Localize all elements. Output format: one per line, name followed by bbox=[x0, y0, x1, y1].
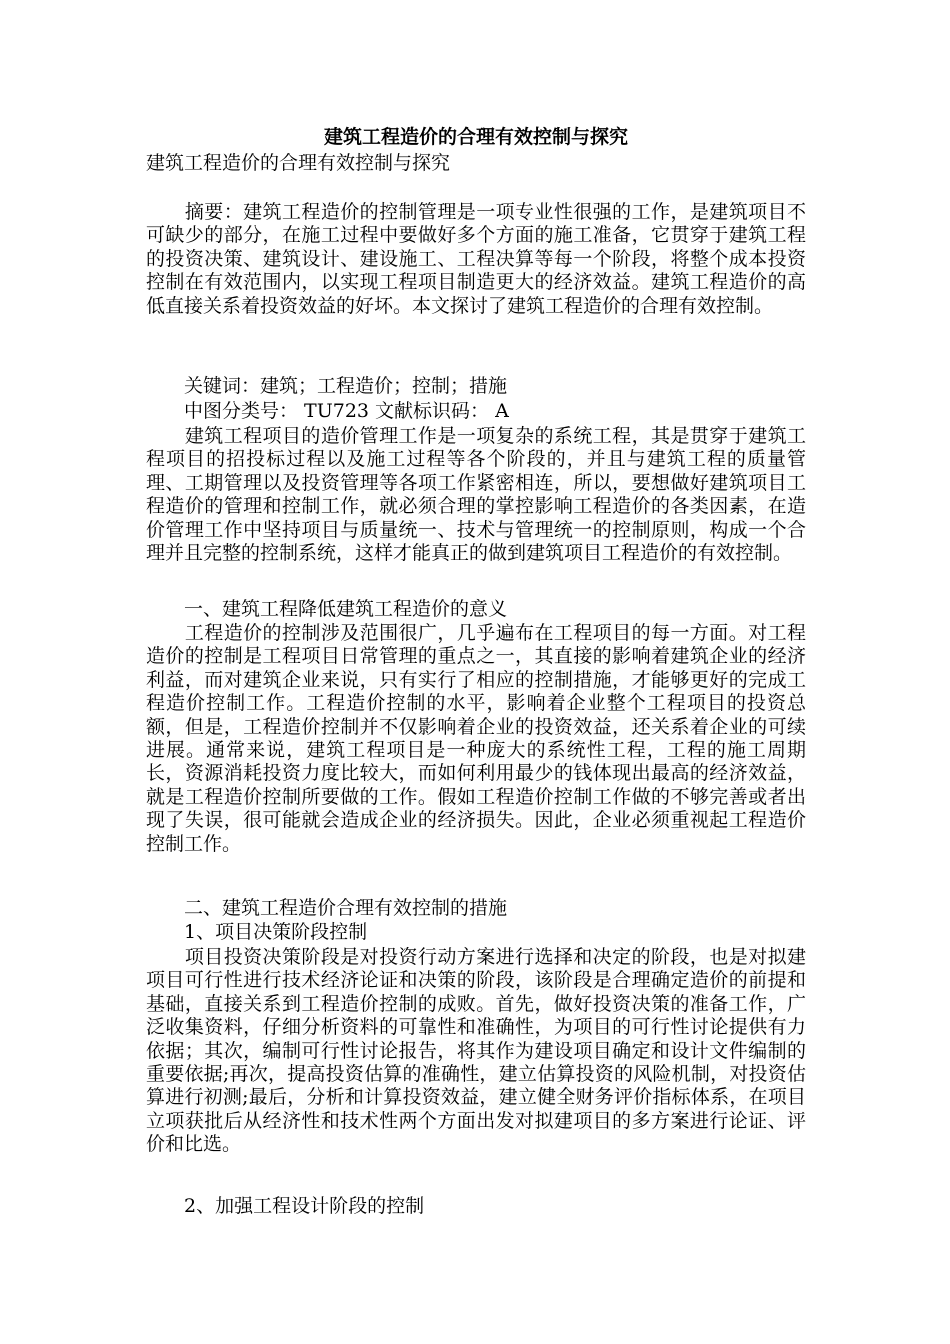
subsection-heading-2-2: 2、加强工程设计阶段的控制 bbox=[146, 1195, 425, 1217]
intro-paragraph: 建筑工程项目的造价管理工作是一项复杂的系统工程，其是贯穿于建筑工程项目的招投标过程以及施工过程等各个阶段的，并且与建筑工程的质量管理、工期管理以及投资管理等各项工作紧密相连，所以，要想做好建筑项目工程造价的管理和控制工作，就必须合理的掌控影响工程造价的各类因素，在造价管理工作中坚持项目与质量统一、技术与管理统一的控制原则，构成一个合理并且完整的控制系统，这样才能真正的做到建筑项目工程造价的有效控制。 bbox=[146, 425, 806, 565]
classification-line: 中图分类号： TU723 文献标识码： A bbox=[146, 400, 509, 422]
document-subtitle: 建筑工程造价的合理有效控制与探究 bbox=[146, 152, 451, 174]
document-title: 建筑工程造价的合理有效控制与探究 bbox=[323, 126, 628, 148]
abstract-paragraph: 摘要：建筑工程造价的控制管理是一项专业性很强的工作，是建筑项目不可缺少的部分，在施工过程中要做好多个方面的施工准备，它贯穿于建筑工程的投资决策、建筑设计、建设施工、工程决算等每一个阶段，将整个成本投资控制在有效范围内，以实现工程项目制造更大的经济效益。建筑工程造价的高低直接关系着投资效益的好坏。本文探讨了建筑工程造价的合理有效控制。 bbox=[146, 201, 806, 317]
subsection-2-1-paragraph: 项目投资决策阶段是对投资行动方案进行选择和决定的阶段，也是对拟建项目可行性进行技术经济论证和决策的阶段，该阶段是合理确定造价的前提和基础，直接关系到工程造价控制的成败。首先，做好投资决策的准备工作，广泛收集资料，仔细分析资料的可靠性和准确性，为项目的可行性讨论提供有力依据；其次，编制可行性讨论报告，将其作为建设项目确定和设计文件编制的重要依据;再次，提高投资估算的准确性，建立估算投资的风险机制，对投资估算进行初测;最后，分析和计算投资效益，建立健全财务评价指标体系，在项目立项获批后从经济性和技术性两个方面出发对拟建项目的多方案进行论证、评价和比选。 bbox=[146, 946, 806, 1156]
section-heading-2: 二、建筑工程造价合理有效控制的措施 bbox=[146, 897, 508, 919]
section-1-paragraph: 工程造价的控制涉及范围很广，几乎遍布在工程项目的每一方面。对工程造价的控制是工程项目日常管理的重点之一，其直接的影响着建筑企业的经济利益，而对建筑企业来说，只有实行了相应的控制措施，才能够更好的完成工程造价控制工作。工程造价控制的水平，影响着企业整个工程项目的投资总额，但是，工程造价控制并不仅影响着企业的投资效益，还关系着企业的可续进展。通常来说，建筑工程项目是一种庞大的系统性工程，工程的施工周期长，资源消耗投资力度比较大，而如何利用最少的钱体现出最高的经济效益，就是工程造价控制所要做的工作。假如工程造价控制工作做的不够完善或者出现了失误，很可能就会造成企业的经济损失。因此，企业必须重视起工程造价控制工作。 bbox=[146, 622, 806, 855]
section-heading-1: 一、建筑工程降低建筑工程造价的意义 bbox=[146, 598, 508, 620]
subsection-heading-2-1: 1、项目决策阶段控制 bbox=[146, 921, 368, 943]
keywords-line: 关键词：建筑；工程造价；控制；措施 bbox=[146, 375, 508, 397]
